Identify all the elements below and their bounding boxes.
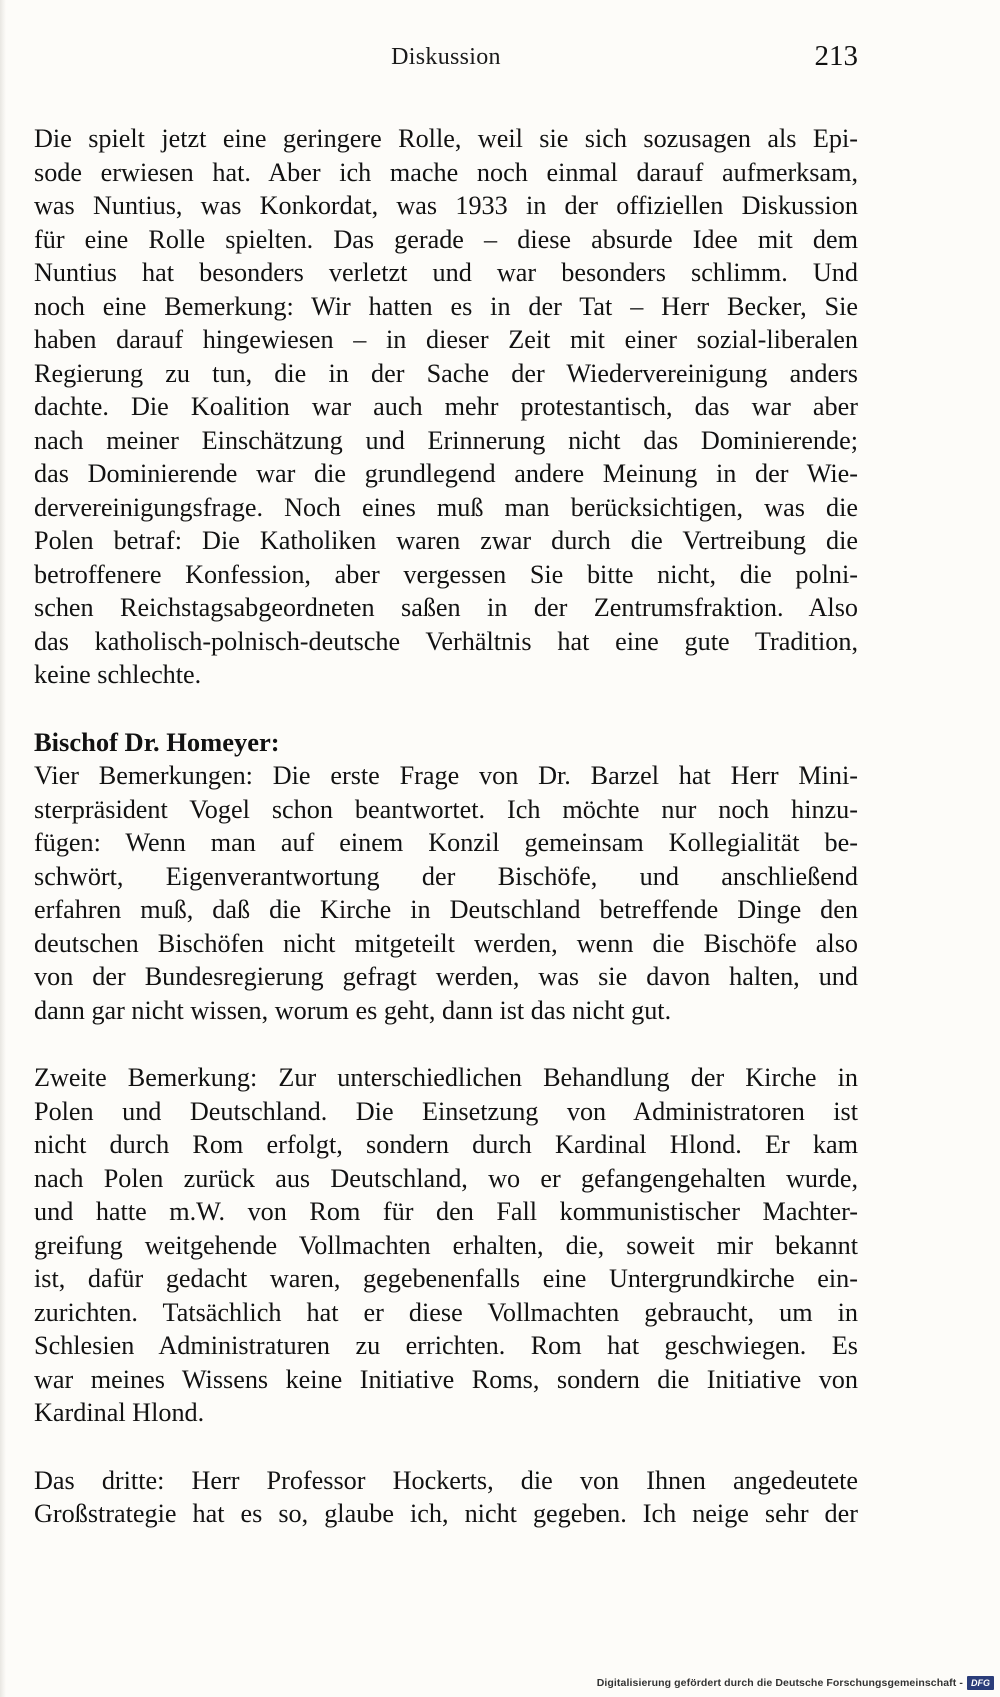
paragraph-gap bbox=[34, 1027, 858, 1061]
text-line: greifung weitgehende Vollmachten erhalten, die, soweit mir bekannt bbox=[34, 1230, 858, 1260]
running-title: Diskussion bbox=[391, 44, 501, 70]
footer-credit: Digitalisierung gefördert durch die Deutsche Forschungsgemeinschaft - bbox=[596, 1677, 963, 1689]
text-line: was Nuntius, was Konkordat, was 1933 in der offiziellen Diskussion bbox=[34, 191, 858, 220]
paragraph-gap bbox=[34, 1430, 858, 1464]
text-line: schwört, Eigenverantwortung der Bischöfe, und anschließend bbox=[34, 861, 858, 891]
text-line: nicht durch Rom erfolgt, sondern durch Kardinal Hlond. Er kam bbox=[34, 1130, 858, 1159]
text-line: von der Bundesregierung gefragt werden, was sie davon halten, und bbox=[34, 962, 858, 991]
text-line: Kardinal Hlond. bbox=[34, 1398, 205, 1427]
text-line: deutschen Bischöfen nicht mitgeteilt werden, wenn die Bischöfe also bbox=[34, 928, 858, 958]
text-line: ist, dafür gedacht waren, gegebenenfalls eine Untergrundkirche ein- bbox=[34, 1264, 858, 1293]
text-line: dachte. Die Koalition war auch mehr protestantisch, das war aber bbox=[34, 392, 858, 421]
text-line: erfahren muß, daß die Kirche in Deutschland betreffende Dinge den bbox=[34, 895, 858, 924]
text-line: Das dritte: Herr Professor Hockerts, die von Ihnen angedeutete bbox=[34, 1465, 858, 1495]
text-line: Die spielt jetzt eine geringere Rolle, weil sie sich sozusagen als Epi- bbox=[34, 124, 858, 153]
text-line: haben darauf hingewiesen – in dieser Zeit mit einer sozial-liberalen bbox=[34, 325, 858, 354]
text-line: schen Reichstagsabgeordneten saßen in der Zentrumsfraktion. Also bbox=[34, 593, 858, 622]
paragraph-3 bbox=[34, 1061, 858, 1430]
digitization-footer bbox=[597, 1675, 994, 1691]
text-line: Regierung zu tun, die in der Sache der Wiedervereinigung anders bbox=[34, 358, 858, 388]
text-line: noch eine Bemerkung: Wir hatten es in der Tat – Herr Becker, Sie bbox=[34, 291, 858, 321]
speaker-heading: Bischof Dr. Homeyer: bbox=[34, 726, 280, 757]
paragraph-1 bbox=[34, 122, 858, 692]
running-head bbox=[34, 40, 858, 76]
dfg-logo: DFG bbox=[967, 1676, 994, 1690]
text-line: keine schlechte. bbox=[34, 660, 202, 689]
text-line: das katholisch-polnisch-deutsche Verhältnis hat eine gute Tradition, bbox=[34, 626, 858, 656]
body-text bbox=[34, 122, 858, 1531]
text-line: betroffenere Konfession, aber vergessen Sie bitte nicht, die polni- bbox=[34, 559, 858, 589]
text-line: war meines Wissens keine Initiative Roms, sondern die Initiative von bbox=[34, 1364, 858, 1394]
text-line: Nuntius hat besonders verletzt und war besonders schlimm. Und bbox=[34, 258, 858, 287]
text-line: dann gar nicht wissen, worum es geht, dann ist das nicht gut. bbox=[34, 995, 672, 1025]
scan-shadow-edge bbox=[0, 0, 6, 1697]
page-number: 213 bbox=[814, 40, 858, 72]
text-line: für eine Rolle spielten. Das gerade – diese absurde Idee mit dem bbox=[34, 224, 858, 254]
paragraph-gap bbox=[34, 692, 858, 726]
text-line: sterpräsident Vogel schon beantwortet. Ich möchte nur noch hinzu- bbox=[34, 794, 858, 824]
text-line: Polen betraf: Die Katholiken waren zwar durch die Vertreibung die bbox=[34, 526, 858, 555]
text-line: nach meiner Einschätzung und Erinnerung nicht das Dominierende; bbox=[34, 425, 858, 455]
paragraph-2 bbox=[34, 759, 858, 1027]
text-line: Schlesien Administraturen zu errichten. Rom hat geschwiegen. Es bbox=[34, 1331, 858, 1360]
text-line: das Dominierende war die grundlegend andere Meinung in der Wie- bbox=[34, 459, 858, 488]
paragraph-4 bbox=[34, 1464, 858, 1531]
text-line: Polen und Deutschland. Die Einsetzung von Administratoren ist bbox=[34, 1096, 858, 1126]
text-line: sode erwiesen hat. Aber ich mache noch einmal darauf aufmerksam, bbox=[34, 157, 858, 187]
text-line: Vier Bemerkungen: Die erste Frage von Dr. Barzel hat Herr Mini- bbox=[34, 761, 858, 790]
text-line: zurichten. Tatsächlich hat er diese Vollmachten gebraucht, um in bbox=[34, 1297, 858, 1327]
text-line: Großstrategie hat es so, glaube ich, nicht gegeben. Ich neige sehr der bbox=[34, 1499, 858, 1528]
text-line: dervereinigungsfrage. Noch eines muß man berücksichtigen, was die bbox=[34, 492, 858, 522]
text-line: fügen: Wenn man auf einem Konzil gemeinsam Kollegialität be- bbox=[34, 828, 858, 857]
text-line: nach Polen zurück aus Deutschland, wo er gefangengehalten wurde, bbox=[34, 1163, 858, 1193]
text-line: und hatte m.W. von Rom für den Fall kommunistischer Machter- bbox=[34, 1197, 858, 1226]
text-line: Zweite Bemerkung: Zur unterschiedlichen Behandlung der Kirche in bbox=[34, 1063, 858, 1092]
